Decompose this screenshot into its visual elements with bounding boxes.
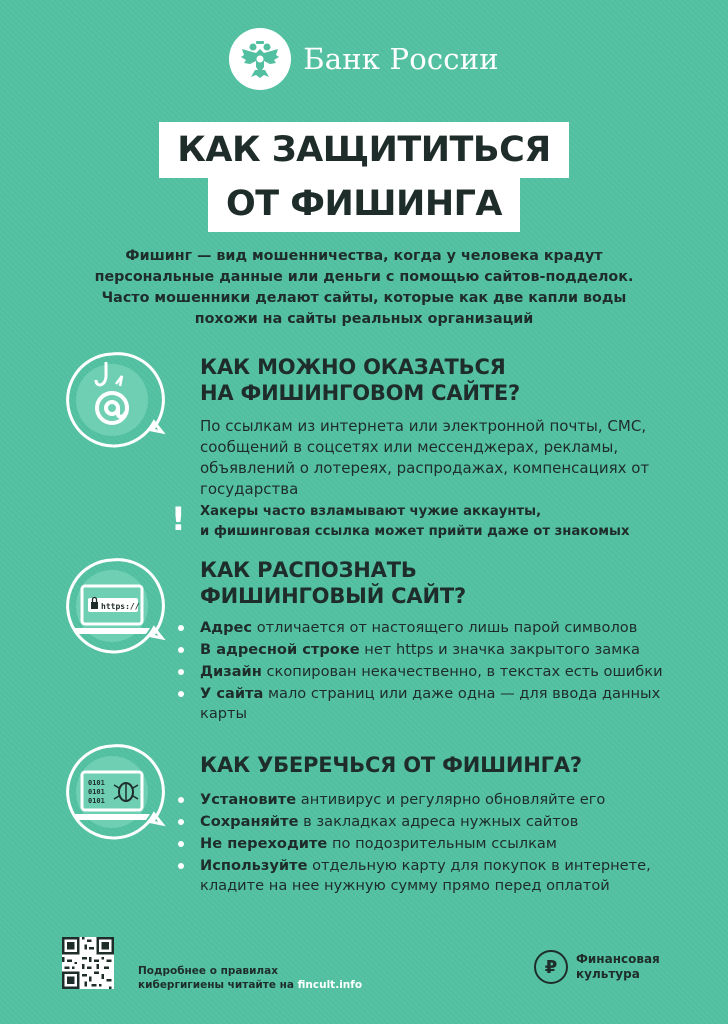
warning-text xyxy=(200,502,670,542)
fincult-brand xyxy=(576,952,660,982)
ruble-icon: ₽ xyxy=(534,950,568,984)
fincult-brand-line2: культура xyxy=(576,967,640,981)
section3-bullets xyxy=(178,790,668,898)
svg-text:0101: 0101 xyxy=(88,797,105,805)
bank-logo xyxy=(0,28,728,90)
list-item: Не переходите по подозрительным ссылкам xyxy=(178,834,668,854)
list-item: В адресной строке нет https и значка закрытого замка xyxy=(178,640,668,660)
fincult-brand-line1: Финансовая xyxy=(576,952,660,966)
warning-line1: Хакеры часто взламывают чужие аккаунты, xyxy=(200,504,542,519)
section2-bullets xyxy=(178,618,668,726)
intro-text: Фишинг — вид мошенничества, когда у человека крадут персональные данные или деньги с помощью сайтов-подделок. Часто мошенники делают сайты, которые как две капли воды похожи на сайты реальных организаций xyxy=(94,248,634,327)
bank-name: Банк России xyxy=(303,42,499,76)
fincult-link[interactable]: fincult.info xyxy=(297,979,363,991)
list-item: Дизайн скопирован некачественно, в текстах есть ошибки xyxy=(178,662,668,682)
footer-line2: кибергигиены читайте на fincult.info xyxy=(138,979,363,991)
list-item: Установите антивирус и регулярно обновляйте его xyxy=(178,790,668,810)
list-item: Сохраняйте в закладках адреса нужных сайтов xyxy=(178,812,668,832)
page-title-line2-wrap xyxy=(0,176,728,232)
page-title-line1-wrap xyxy=(0,122,728,178)
icon-binary-label: 0101 xyxy=(88,779,105,787)
list-item: У сайта мало страниц или даже одна — для ввода данных карты xyxy=(178,684,668,724)
icon-https-label: https:// xyxy=(101,602,140,611)
footer-line1: Подробнее о правилах xyxy=(138,965,278,977)
laptop-https-icon xyxy=(58,552,166,660)
fincult-logo xyxy=(534,950,660,984)
fishing-hook-at-icon xyxy=(58,346,166,454)
section2-title-line2: ФИШИНГОВЫЙ САЙТ? xyxy=(200,584,466,608)
section3-title-line1: КАК УБЕРЕЧЬСЯ ОТ ФИШИНГА? xyxy=(200,753,582,777)
warning-mark: ! xyxy=(171,500,186,538)
qr-code-icon[interactable] xyxy=(62,937,114,989)
section3-title xyxy=(200,752,582,778)
section1-title-line2: НА ФИШИНГОВОМ САЙТЕ? xyxy=(200,381,521,405)
section1-text: По ссылкам из интернета или электронной почты, СМС, сообщений в соцсетях или мессенджерах, рекламы, объявлений о лотереях, распродажах, компенсациях от государства xyxy=(200,417,650,498)
double-headed-eagle-icon xyxy=(229,28,291,90)
section1-title-line1: КАК МОЖНО ОКАЗАТЬСЯ xyxy=(200,355,506,379)
section1-title xyxy=(200,354,520,406)
page-title-line1: КАК ЗАЩИТИТЬСЯ xyxy=(159,122,569,178)
list-item: Адрес отличается от настоящего лишь парой символов xyxy=(178,618,668,638)
laptop-binary-bug-icon xyxy=(58,738,166,846)
warning-line2: и фишинговая ссылка может прийти даже от знакомых xyxy=(200,524,630,539)
page-title-line2: ОТ ФИШИНГА xyxy=(208,176,520,232)
footer-info xyxy=(138,964,362,992)
svg-text:0101: 0101 xyxy=(88,788,105,796)
section2-title xyxy=(200,557,466,609)
section2-title-line1: КАК РАСПОЗНАТЬ xyxy=(200,558,417,582)
list-item: Используйте отдельную карту для покупок в интернете, кладите на нее нужную сумму прямо перед оплатой xyxy=(178,856,668,896)
